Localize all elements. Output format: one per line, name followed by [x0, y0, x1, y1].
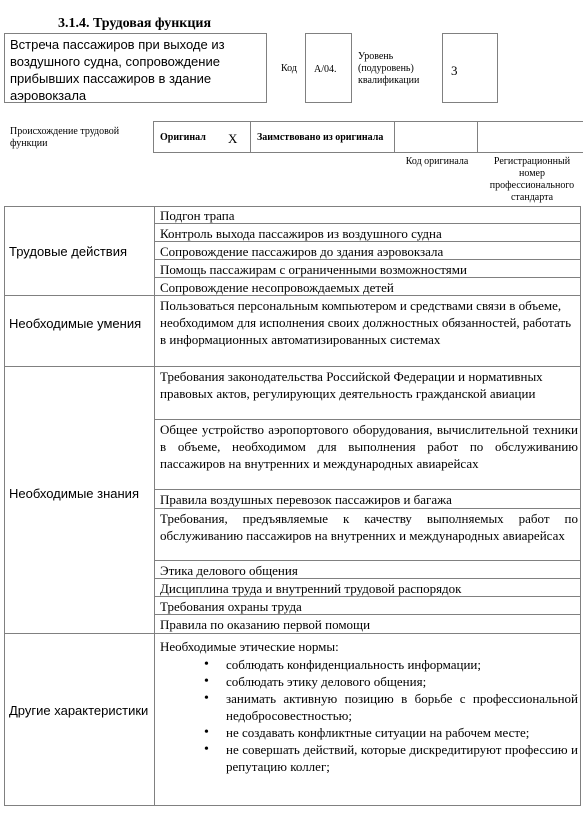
list-item: • соблюдать конфиденциальность информации;: [160, 656, 578, 673]
list-item: • занимать активную позицию в борьбе с профессиональной недобросовестностью;: [160, 690, 578, 724]
list-item: Требования законодательства Российской Федерации и нормативных правовых актов, регулирующих деятельность гражданской авиации: [160, 369, 543, 401]
code-box: [305, 33, 352, 103]
function-name: Встреча пассажиров при выходе из воздушного судна, сопровождение прибывших пассажиров в здание аэровокзала: [10, 37, 225, 103]
bullet-list: [158, 656, 580, 775]
list-item: Правила воздушных перевозок пассажиров и багажа: [160, 492, 452, 507]
list-item: • не совершать действий, которые дискредитируют профессию и репутацию коллег;: [160, 741, 578, 775]
code-label: Код: [281, 63, 297, 74]
list-item: Этика делового общения: [160, 563, 298, 578]
other-label: Другие характеристики: [9, 703, 149, 718]
level-value: 3: [451, 63, 458, 78]
section-title: 3.1.4. Трудовая функция: [58, 16, 212, 31]
other-intro: Необходимые этические нормы:: [160, 639, 339, 654]
original-label: Оригинал: [160, 132, 206, 143]
list-item: • соблюдать этику делового общения;: [160, 673, 578, 690]
level-label: Уровень (подуровень) квалификации: [358, 51, 420, 86]
list-item: Пользоваться персональным компьютером и средствами связи в объеме, необходимом для исполнения своих должностных обязанностей, работать в информационных автоматизированных системах: [160, 298, 572, 347]
function-name-box: [4, 33, 267, 103]
actions-label: Трудовые действия: [9, 244, 128, 259]
list-item: Сопровождение пассажиров до здания аэровокзала: [160, 244, 444, 259]
borrowed-label: Заимствовано из оригинала: [257, 132, 384, 143]
list-item: Подгон трапа: [160, 208, 235, 223]
original-mark: X: [228, 131, 238, 146]
list-item: Правила по оказанию первой помощи: [160, 617, 371, 632]
list-item: • не создавать конфликтные ситуации на рабочем месте;: [160, 724, 578, 741]
code-original-caption: Код оригинала: [405, 156, 469, 167]
list-item: Требования охраны труда: [160, 599, 302, 614]
origin-label: Происхождение трудовой функции: [10, 126, 120, 149]
reg-number-caption: Регистрационный номер профессионального стандарта: [489, 156, 575, 203]
list-item: Требования, предъявляемые к качеству выполняемых работ по обслуживанию пассажиров на внутренних и международных авиарейсах: [160, 511, 578, 543]
list-item: Сопровождение несопровождаемых детей: [160, 280, 394, 295]
list-item: Дисциплина труда и внутренний трудовой распорядок: [160, 581, 462, 596]
code-value: A/04.: [314, 64, 337, 75]
level-box: [442, 33, 498, 103]
list-item: Помощь пассажирам с ограниченными возможностями: [160, 262, 467, 277]
knowledge-label: Необходимые знания: [9, 486, 139, 501]
list-item: Общее устройство аэропортового оборудования, вычислительной техники в объеме, необходимом для выполнения работ по обслуживанию пассажиров на внутренних и международных авиарейсах: [160, 422, 578, 471]
skills-label: Необходимые умения: [9, 316, 142, 331]
list-item: Контроль выхода пассажиров из воздушного судна: [160, 226, 442, 241]
